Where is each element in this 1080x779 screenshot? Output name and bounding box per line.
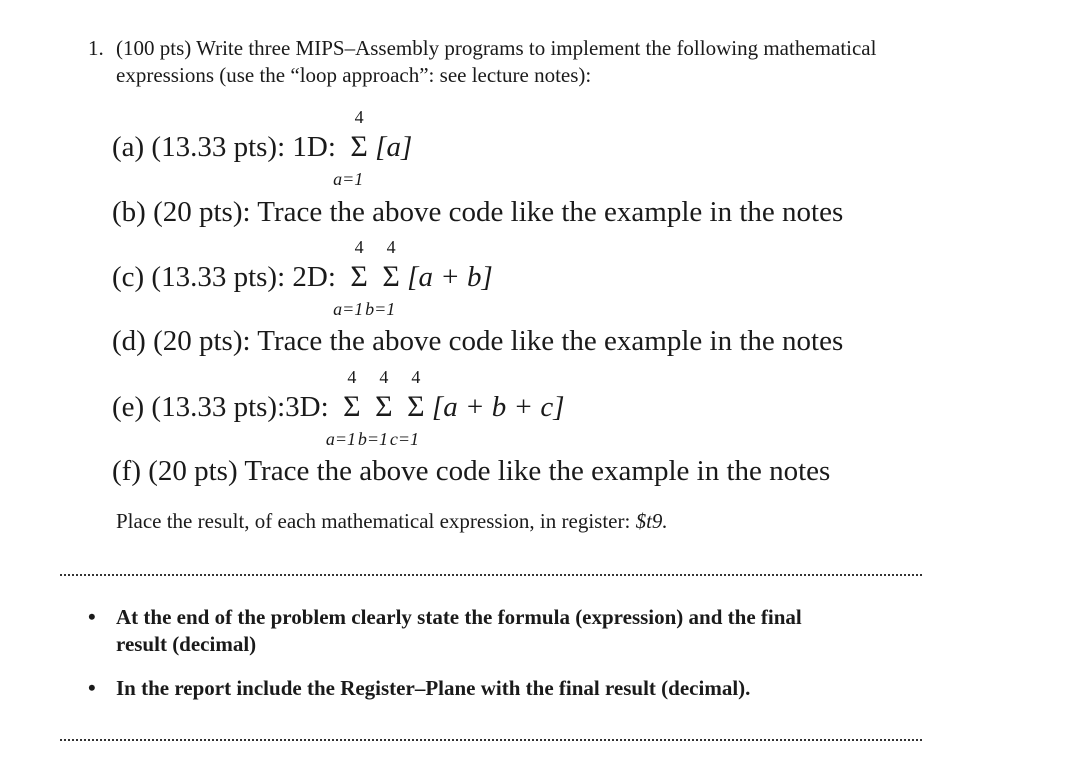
sigma-c-1: Σ bbox=[350, 260, 368, 293]
bullet-1-line2: result (decimal) bbox=[116, 632, 257, 656]
sigma-e-1: Σ bbox=[343, 390, 361, 423]
part-e bbox=[112, 367, 565, 449]
sigma-e-2: Σ bbox=[375, 390, 393, 423]
sigma-a: Σ bbox=[350, 130, 368, 163]
dotted-separator-top bbox=[60, 574, 922, 576]
part-c-label: (c) (13.33 pts): 2D: bbox=[112, 261, 336, 293]
part-e-label: (e) (13.33 pts):3D: bbox=[112, 391, 329, 423]
dotted-separator-bottom bbox=[60, 739, 922, 741]
register-note bbox=[116, 509, 668, 534]
sum-e-2 bbox=[357, 367, 400, 449]
sum-a-upper: 4 bbox=[354, 107, 364, 127]
sum-c-1-upper: 4 bbox=[354, 237, 364, 257]
part-f: (f) (20 pts) Trace the above code like the example in the notes bbox=[112, 455, 831, 487]
register-name: $t9. bbox=[635, 509, 668, 533]
bullet-2-dot: • bbox=[88, 675, 96, 700]
sum-e-3 bbox=[389, 367, 432, 449]
sigma-c-2: Σ bbox=[382, 260, 400, 293]
bullet-2-line1: In the report include the Register–Plane with the final result (decimal). bbox=[116, 676, 751, 700]
sum-e-1-lower: a=1 bbox=[325, 429, 357, 449]
sum-c-2 bbox=[365, 237, 407, 319]
bullet-1-dot: • bbox=[88, 604, 96, 629]
sum-a-lower: a=1 bbox=[333, 169, 364, 189]
bullet-1-line1: At the end of the problem clearly state the formula (expression) and the final bbox=[116, 605, 802, 629]
problem-intro-line2: expressions (use the “loop approach”: see lecture notes): bbox=[116, 63, 592, 87]
part-e-expression: [a + b + c] bbox=[431, 391, 565, 423]
sum-e-1-upper: 4 bbox=[347, 367, 357, 387]
part-a-expression: [a] bbox=[375, 131, 413, 163]
problem-intro-line1: (100 pts) Write three MIPS–Assembly programs to implement the following mathematical bbox=[116, 36, 877, 60]
problem-number: 1. bbox=[88, 36, 104, 60]
sum-a bbox=[333, 107, 375, 189]
sum-e-2-lower: b=1 bbox=[357, 429, 389, 449]
sum-c-1 bbox=[333, 237, 375, 319]
sum-e-3-upper: 4 bbox=[411, 367, 421, 387]
register-note-text: Place the result, of each mathematical expression, in register: bbox=[116, 509, 631, 533]
sigma-e-3: Σ bbox=[407, 390, 425, 423]
part-b: (b) (20 pts): Trace the above code like the example in the notes bbox=[112, 196, 844, 228]
part-c bbox=[112, 237, 493, 319]
sum-c-1-lower: a=1 bbox=[333, 299, 364, 319]
sum-e-1 bbox=[325, 367, 368, 449]
part-c-expression: [a + b] bbox=[407, 261, 493, 293]
part-a-label: (a) (13.33 pts): 1D: bbox=[112, 131, 336, 163]
part-a bbox=[112, 107, 413, 189]
sum-c-2-upper: 4 bbox=[386, 237, 396, 257]
sum-c-2-lower: b=1 bbox=[365, 299, 396, 319]
sum-e-3-lower: c=1 bbox=[389, 429, 420, 449]
part-d: (d) (20 pts): Trace the above code like the example in the notes bbox=[112, 325, 844, 357]
sum-e-2-upper: 4 bbox=[379, 367, 389, 387]
